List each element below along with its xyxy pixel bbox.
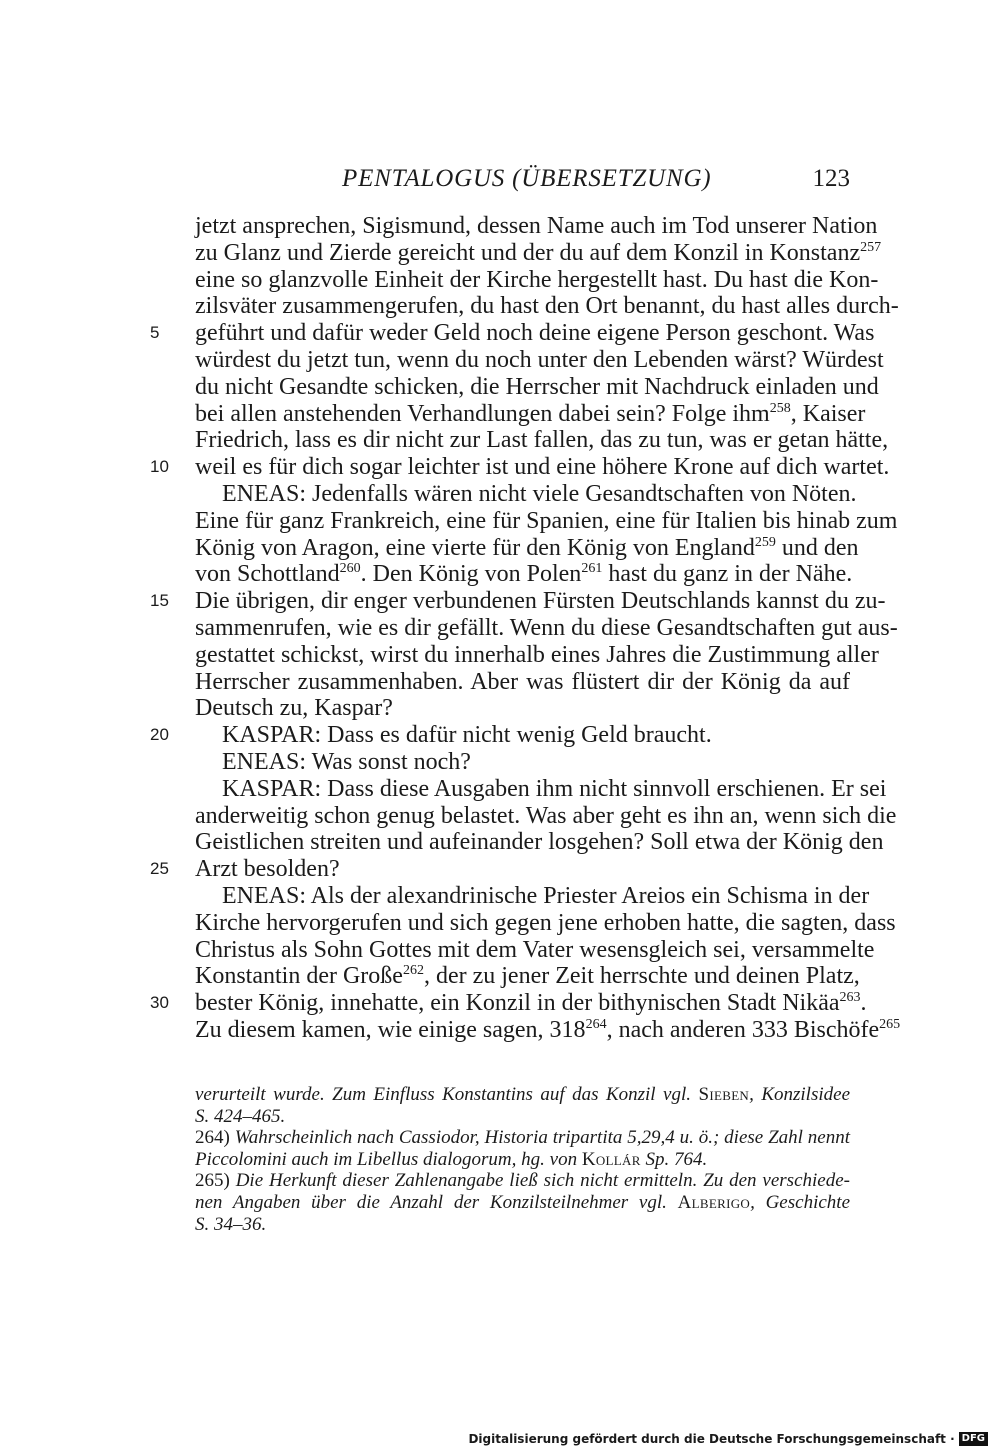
- text-line: [0, 213, 1000, 240]
- line-text: [195, 588, 886, 615]
- text-run: geführt und dafür weder Geld noch deine eigene Person geschont. Was: [195, 320, 875, 347]
- text-run: Zu diesem kamen, wie einige sagen, 318: [195, 1016, 586, 1043]
- line-text: [195, 320, 875, 347]
- text-run: von Schottland: [195, 561, 340, 588]
- footnote-number: 265): [195, 1170, 230, 1192]
- text-run: anderweitig schon genug belastet. Was aber geht es ihn an, wenn sich die: [195, 802, 897, 829]
- text-line: [0, 588, 1000, 615]
- credit-text: Digitalisierung gefördert durch die Deutsche Forschungsgemeinschaft ·: [468, 1432, 955, 1446]
- text-line: [0, 240, 1000, 267]
- running-head: PENTALOGUS (ÜBERSETZUNG): [342, 165, 712, 192]
- line-text: [222, 749, 850, 776]
- text-run: hast du ganz in der Nähe.: [602, 561, 853, 588]
- text-line: [0, 829, 1000, 856]
- line-text: [195, 507, 898, 535]
- text-line: [0, 267, 1000, 294]
- line-text: [195, 614, 898, 642]
- text-run: weil es für dich sogar leichter ist und eine höhere Krone auf dich wartet.: [195, 454, 890, 481]
- line-text: [195, 963, 860, 990]
- text-line: [0, 669, 1000, 696]
- text-run: Christus als Sohn Gottes mit dem Vater wesensgleich sei, versammelte: [195, 936, 875, 963]
- footnote-ref: 258: [769, 400, 791, 416]
- text-run: bester König, innehatte, ein Konzil in der bithynischen Stadt Nikäa: [195, 990, 840, 1017]
- text-line: [0, 749, 1000, 776]
- footnote-line: [0, 1084, 1000, 1106]
- text-line: [0, 990, 1000, 1017]
- text-run: , Kaiser: [790, 400, 866, 427]
- line-text: [195, 266, 879, 294]
- line-text: [222, 882, 870, 910]
- line-text: [222, 775, 887, 803]
- line-text: [195, 427, 889, 454]
- text-run: sammenrufen, wie es dir gefällt. Wenn du diese Gesandtschaften gut aus-: [195, 614, 898, 641]
- text-line: [0, 615, 1000, 642]
- line-text: [195, 534, 859, 562]
- line-number: 30: [150, 993, 169, 1013]
- text-run: Die übrigen, dir enger verbundenen Fürsten Deutschlands kannst du zu-: [195, 588, 886, 615]
- text-run: und den: [775, 534, 859, 561]
- footnotes: [0, 1084, 1000, 1235]
- footnote-ref: 261: [581, 561, 603, 577]
- text-line: [0, 937, 1000, 964]
- text-run: gestattet schickst, wirst du innerhalb eines Jahres die Zustimmung aller: [195, 641, 879, 668]
- line-text: [195, 936, 875, 964]
- text-line: [0, 535, 1000, 562]
- text-run: KASPAR: Dass es dafür nicht wenig Geld braucht.: [222, 722, 712, 749]
- line-text: [195, 346, 884, 374]
- text-line: [0, 508, 1000, 535]
- text-line: [0, 1017, 1000, 1044]
- text-run: , der zu jener Zeit herrschte und deinen Platz,: [423, 963, 860, 990]
- footnote-text: Sp. 764.: [640, 1148, 708, 1170]
- line-text: [195, 802, 897, 830]
- line-text: [195, 293, 899, 320]
- footnote-line: [0, 1106, 1000, 1128]
- footnote-ref: 257: [860, 239, 882, 255]
- text-line: [0, 454, 1000, 481]
- footnote-264: [0, 1127, 1000, 1149]
- text-run: Deutsch zu, Kaspar?: [195, 695, 393, 722]
- main-text: [0, 213, 1000, 1044]
- footnote-ref: 260: [339, 561, 361, 577]
- footnote-line: [0, 1214, 1000, 1236]
- text-run: würdest du jetzt tun, wenn du noch unter den Lebenden wärst? Würdest: [195, 346, 884, 373]
- text-run: ENEAS: Als der alexandrinische Priester Areios ein Schisma in der: [222, 882, 870, 909]
- text-line: [0, 561, 1000, 588]
- text-line: [0, 401, 1000, 428]
- footnote-ref: 262: [402, 963, 424, 979]
- line-text: [195, 695, 850, 722]
- text-run: Friedrich, lass es dir nicht zur Last fallen, das zu tun, was er getan hätte,: [195, 427, 889, 454]
- text-line: [0, 803, 1000, 830]
- text-run: bei allen anstehenden Verhandlungen dabei sein? Folge ihm: [195, 400, 770, 427]
- text-line: [0, 320, 1000, 347]
- footnote-ref: 265: [879, 1016, 901, 1032]
- footnote-text: nen Angaben über die Anzahl der Konzilsteilnehmer vgl.: [195, 1191, 678, 1213]
- footnote-line: [0, 1192, 1000, 1214]
- text-run: , nach anderen 333 Bischöfe: [606, 1016, 880, 1043]
- line-text: [195, 454, 890, 481]
- text-run: KASPAR: Dass diese Ausgaben ihm nicht sinnvoll erschienen. Er sei: [222, 775, 887, 802]
- footnote-ref: 259: [754, 534, 776, 550]
- footnote-text: S. 424–465.: [195, 1105, 286, 1127]
- line-text: [195, 561, 853, 588]
- text-line: [0, 293, 1000, 320]
- text-line: [0, 722, 1000, 749]
- line-text: [222, 480, 857, 508]
- footnote-265: [0, 1170, 1000, 1192]
- line-text: [195, 400, 866, 428]
- text-run: Eine für ganz Frankreich, eine für Spanien, eine für Italien bis hinab zum: [195, 507, 898, 534]
- line-number: 25: [150, 859, 169, 879]
- author-name: Kollár: [581, 1148, 641, 1170]
- dfg-logo: DFG: [959, 1432, 988, 1446]
- text-line: [0, 427, 1000, 454]
- text-run: Arzt besolden?: [195, 856, 340, 883]
- line-number: 10: [150, 457, 169, 477]
- line-number: 15: [150, 591, 169, 611]
- text-line: [0, 856, 1000, 883]
- digitization-credit: [468, 1431, 988, 1447]
- line-text: [195, 1016, 901, 1044]
- text-run: . Den König von Polen: [360, 561, 582, 588]
- text-line: [0, 695, 1000, 722]
- text-line: [0, 963, 1000, 990]
- text-line: [0, 642, 1000, 669]
- footnote-text: Wahrscheinlich nach Cassiodor, Historia tripartita 5,29,4 u. ö.; diese Zahl nennt: [229, 1127, 850, 1149]
- text-run: eine so glanzvolle Einheit der Kirche hergestellt hast. Du hast die Kon-: [195, 266, 879, 293]
- line-text: [195, 856, 850, 883]
- footnote-text: S. 34–36.: [195, 1213, 267, 1235]
- page-number: 123: [812, 165, 850, 192]
- text-line: [0, 910, 1000, 937]
- footnote-text: , Konzilsidee: [749, 1084, 850, 1105]
- text-line: [0, 776, 1000, 803]
- footnote-text: verurteilt wurde. Zum Einfluss Konstantins auf das Konzil vgl.: [195, 1084, 699, 1105]
- line-text: [195, 373, 879, 401]
- text-run: Konstantin der Große: [195, 963, 403, 990]
- footnote-ref: 264: [585, 1016, 607, 1032]
- line-text: [195, 239, 882, 267]
- footnote-text: Piccolomini auch im Libellus dialogorum, hg. von: [195, 1148, 582, 1170]
- footnote-text: Die Herkunft dieser Zahlenangabe ließ sich nicht ermitteln. Zu den verschiede-: [229, 1170, 850, 1192]
- text-line: [0, 374, 1000, 401]
- text-run: Geistlichen streiten und aufeinander losgehen? Soll etwa der König den: [195, 829, 884, 856]
- line-text: [195, 829, 884, 856]
- text-run: jetzt ansprechen, Sigismund, dessen Name auch im Tod unserer Nation: [195, 213, 878, 239]
- text-line: [0, 883, 1000, 910]
- text-line: [0, 347, 1000, 374]
- text-run: ENEAS: Was sonst noch?: [222, 748, 471, 775]
- text-run: zu Glanz und Zierde gereicht und der du auf dem Konzil in Konstanz: [195, 239, 861, 266]
- line-number: 20: [150, 725, 169, 745]
- text-run: König von Aragon, eine vierte für den König von England: [195, 534, 755, 561]
- line-text: [222, 722, 850, 749]
- footnote-text: , Geschichte: [750, 1191, 850, 1213]
- line-text: [195, 909, 896, 937]
- text-run: .: [860, 990, 867, 1017]
- footnote-number: 264): [195, 1127, 230, 1149]
- text-run: Kirche hervorgerufen und sich gegen jene erhoben hatte, die sagten, dass: [195, 909, 896, 936]
- author-name: Sieben: [698, 1084, 750, 1105]
- line-text: [195, 990, 867, 1017]
- line-text: [195, 641, 879, 669]
- footnote-line: [0, 1149, 1000, 1171]
- author-name: Alberigo: [677, 1191, 751, 1213]
- text-run: zilsväter zusammengerufen, du hast den Ort benannt, du hast alles durch-: [195, 293, 899, 320]
- line-text: [195, 669, 850, 696]
- text-run: ENEAS: Jedenfalls wären nicht viele Gesandtschaften von Nöten.: [222, 480, 857, 507]
- text-line: [0, 481, 1000, 508]
- line-number: 5: [150, 323, 160, 343]
- line-text: [195, 213, 878, 240]
- text-run: Herrscher zusammenhaben. Aber was flüstert dir der König da auf: [195, 668, 850, 695]
- text-run: du nicht Gesandte schicken, die Herrscher mit Nachdruck einladen und: [195, 373, 879, 400]
- footnote-ref: 263: [839, 990, 861, 1006]
